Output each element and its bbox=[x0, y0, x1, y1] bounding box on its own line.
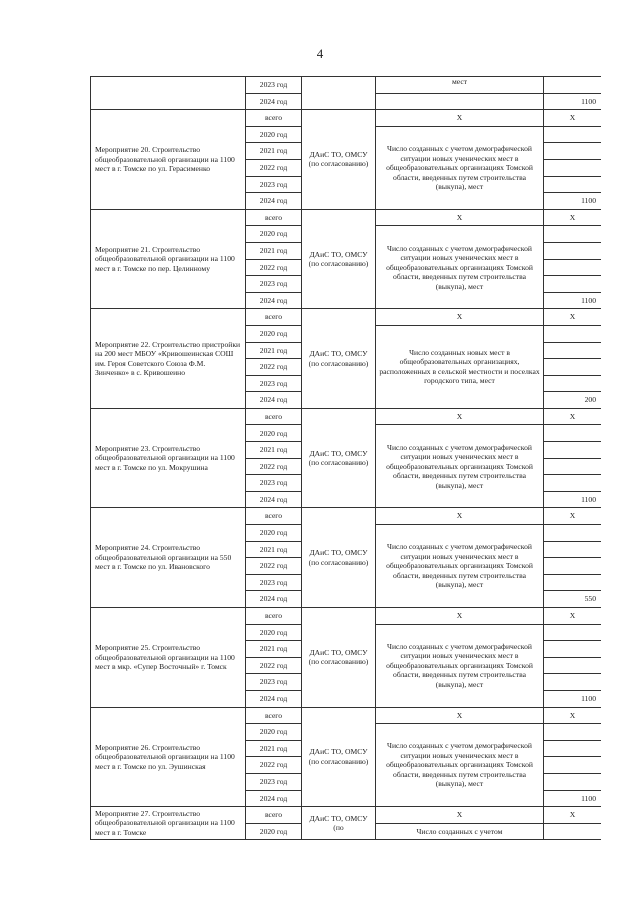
value-cell bbox=[544, 641, 602, 658]
year-cell: 2024 год bbox=[246, 491, 302, 508]
table-row bbox=[91, 807, 602, 824]
indicator-cell: Число созданных новых мест в общеобразовательных организациях, расположенных в сельской местности и поселках городского типа, мест bbox=[376, 325, 544, 408]
value-cell: 1100 bbox=[544, 292, 602, 309]
year-cell: 2022 год bbox=[246, 458, 302, 475]
total-label-cell: всего bbox=[246, 110, 302, 127]
total-x-cell: Х bbox=[544, 508, 602, 525]
year-cell: 2020 год bbox=[246, 525, 302, 542]
total-x-cell: Х bbox=[376, 309, 544, 326]
year-cell: 2023 год bbox=[246, 674, 302, 691]
year-cell: 2024 год bbox=[246, 790, 302, 807]
value-cell bbox=[544, 458, 602, 475]
event-title-cell: Мероприятие 26. Строительство общеобразовательной организации на 1100 мест в г. Томске по ул. Эушинская bbox=[91, 707, 246, 807]
value-cell bbox=[544, 159, 602, 176]
value-cell bbox=[544, 558, 602, 575]
value-cell: 1100 bbox=[544, 690, 602, 707]
indicator-cell-empty bbox=[376, 93, 544, 110]
value-cell bbox=[544, 624, 602, 641]
event-title-cell: Мероприятие 23. Строительство общеобразовательной организации на 1100 мест в г. Томске по ул. Мокрушина bbox=[91, 408, 246, 508]
year-cell: 2021 год bbox=[246, 442, 302, 459]
value-cell bbox=[544, 773, 602, 790]
executor-cell: ДАиС ТО, ОМСУ (по согласованию) bbox=[302, 408, 376, 508]
indicator-cell: Число созданных с учетом демографической ситуации новых ученических мест в общеобразовательных организациях Томской области, введенных путем строительства (выкупа), мест bbox=[376, 624, 544, 707]
value-cell bbox=[544, 657, 602, 674]
year-cell: 2024 год bbox=[246, 193, 302, 210]
value-cell bbox=[544, 359, 602, 376]
measures-table bbox=[90, 76, 601, 840]
value-cell bbox=[544, 574, 602, 591]
table-row bbox=[91, 608, 602, 625]
event-title-cell: Мероприятие 24. Строительство общеобразовательной организации на 550 мест в г. Томске по ул. Ивановского bbox=[91, 508, 246, 608]
year-cell: 2021 год bbox=[246, 342, 302, 359]
indicator-cell: Число созданных с учетом демографической ситуации новых ученических мест в общеобразовательных организациях Томской области, введенных путем строительства (выкупа), мест bbox=[376, 226, 544, 309]
value-cell bbox=[544, 226, 602, 243]
value-cell bbox=[544, 176, 602, 193]
value-cell bbox=[544, 757, 602, 774]
total-x-cell: Х bbox=[376, 209, 544, 226]
value-cell: 1100 bbox=[544, 93, 602, 110]
total-x-cell: Х bbox=[376, 408, 544, 425]
value-cell bbox=[544, 823, 602, 840]
year-cell: 2024 год bbox=[246, 292, 302, 309]
value-cell bbox=[544, 77, 602, 94]
year-cell: 2020 год bbox=[246, 325, 302, 342]
total-label-cell: всего bbox=[246, 707, 302, 724]
year-cell: 2024 год bbox=[246, 690, 302, 707]
value-cell bbox=[544, 541, 602, 558]
year-cell: 2020 год bbox=[246, 425, 302, 442]
total-x-cell: Х bbox=[376, 110, 544, 127]
total-label-cell: всего bbox=[246, 309, 302, 326]
year-cell: 2020 год bbox=[246, 226, 302, 243]
total-x-cell: Х bbox=[544, 309, 602, 326]
value-cell bbox=[544, 425, 602, 442]
executor-cell: ДАиС ТО, ОМСУ (по bbox=[302, 807, 376, 840]
indicator-cell: Число созданных с учетом bbox=[376, 823, 544, 840]
value-cell: 1100 bbox=[544, 491, 602, 508]
value-cell bbox=[544, 342, 602, 359]
table-row bbox=[91, 209, 602, 226]
executor-cell: ДАиС ТО, ОМСУ (по согласованию) bbox=[302, 309, 376, 409]
executor-cell: ДАиС ТО, ОМСУ (по согласованию) bbox=[302, 608, 376, 708]
executor-cell: ДАиС ТО, ОМСУ (по согласованию) bbox=[302, 110, 376, 210]
indicator-cell: Число созданных с учетом демографической ситуации новых ученических мест в общеобразовательных организациях Томской области, введенных путем строительства (выкупа), мест bbox=[376, 425, 544, 508]
value-cell bbox=[544, 740, 602, 757]
value-cell bbox=[544, 325, 602, 342]
value-cell bbox=[544, 475, 602, 492]
year-cell: 2021 год bbox=[246, 740, 302, 757]
value-cell: 1100 bbox=[544, 193, 602, 210]
year-cell: 2024 год bbox=[246, 93, 302, 110]
table-row bbox=[91, 110, 602, 127]
value-cell: 200 bbox=[544, 392, 602, 409]
value-cell bbox=[544, 375, 602, 392]
year-cell: 2022 год bbox=[246, 558, 302, 575]
table-row bbox=[91, 408, 602, 425]
indicator-cell: мест bbox=[376, 77, 544, 94]
year-cell: 2024 год bbox=[246, 392, 302, 409]
executor-cell: ДАиС ТО, ОМСУ (по согласованию) bbox=[302, 508, 376, 608]
value-cell: 550 bbox=[544, 591, 602, 608]
total-x-cell: Х bbox=[544, 408, 602, 425]
total-x-cell: Х bbox=[544, 110, 602, 127]
year-cell: 2020 год bbox=[246, 126, 302, 143]
event-title-cell: Мероприятие 21. Строительство общеобразовательной организации на 1100 мест в г. Томске по пер. Целинному bbox=[91, 209, 246, 309]
year-cell: 2022 год bbox=[246, 757, 302, 774]
year-cell: 2021 год bbox=[246, 541, 302, 558]
executor-cell-continued bbox=[302, 77, 376, 110]
total-x-cell: Х bbox=[376, 608, 544, 625]
year-cell: 2023 год bbox=[246, 77, 302, 94]
value-cell bbox=[544, 276, 602, 293]
value-cell bbox=[544, 525, 602, 542]
year-cell: 2021 год bbox=[246, 641, 302, 658]
year-cell: 2022 год bbox=[246, 657, 302, 674]
total-x-cell: Х bbox=[376, 807, 544, 824]
year-cell: 2020 год bbox=[246, 624, 302, 641]
total-x-cell: Х bbox=[544, 608, 602, 625]
year-cell: 2023 год bbox=[246, 475, 302, 492]
table-row bbox=[91, 309, 602, 326]
indicator-cell: Число созданных с учетом демографической ситуации новых ученических мест в общеобразовательных организациях Томской области, введенных путем строительства (выкупа), мест bbox=[376, 525, 544, 608]
total-x-cell: Х bbox=[544, 807, 602, 824]
value-cell bbox=[544, 674, 602, 691]
event-title-cell: Мероприятие 27. Строительство общеобразовательной организации на 1100 мест в г. Томске bbox=[91, 807, 246, 840]
value-cell bbox=[544, 242, 602, 259]
year-cell: 2024 год bbox=[246, 591, 302, 608]
total-x-cell: Х bbox=[376, 508, 544, 525]
table-row bbox=[91, 707, 602, 724]
event-title-cell: Мероприятие 25. Строительство общеобразовательной организации на 1100 мест в мкр. «Супер Восточный» г. Томск bbox=[91, 608, 246, 708]
year-cell: 2020 год bbox=[246, 823, 302, 840]
total-label-cell: всего bbox=[246, 408, 302, 425]
executor-cell: ДАиС ТО, ОМСУ (по согласованию) bbox=[302, 209, 376, 309]
total-x-cell: Х bbox=[544, 707, 602, 724]
indicator-cell: Число созданных с учетом демографической ситуации новых ученических мест в общеобразовательных организациях Томской области, введенных путем строительства (выкупа), мест bbox=[376, 126, 544, 209]
year-cell: 2023 год bbox=[246, 574, 302, 591]
value-cell bbox=[544, 442, 602, 459]
event-title-cell: Мероприятие 20. Строительство общеобразовательной организации на 1100 мест в г. Томске по ул. Герасименко bbox=[91, 110, 246, 210]
value-cell: 1100 bbox=[544, 790, 602, 807]
table-row bbox=[91, 508, 602, 525]
event-cell-continued bbox=[91, 77, 246, 110]
year-cell: 2021 год bbox=[246, 143, 302, 160]
measures-table-frame bbox=[90, 76, 601, 844]
total-label-cell: всего bbox=[246, 807, 302, 824]
year-cell: 2021 год bbox=[246, 242, 302, 259]
value-cell bbox=[544, 126, 602, 143]
value-cell bbox=[544, 259, 602, 276]
year-cell: 2022 год bbox=[246, 159, 302, 176]
year-cell: 2023 год bbox=[246, 176, 302, 193]
year-cell: 2020 год bbox=[246, 724, 302, 741]
table-body bbox=[91, 77, 602, 840]
table-row bbox=[91, 77, 602, 94]
year-cell: 2023 год bbox=[246, 773, 302, 790]
executor-cell: ДАиС ТО, ОМСУ (по согласованию) bbox=[302, 707, 376, 807]
year-cell: 2022 год bbox=[246, 359, 302, 376]
value-cell bbox=[544, 143, 602, 160]
page-number: 4 bbox=[316, 46, 324, 61]
total-label-cell: всего bbox=[246, 508, 302, 525]
year-cell: 2022 год bbox=[246, 259, 302, 276]
total-x-cell: Х bbox=[376, 707, 544, 724]
total-label-cell: всего bbox=[246, 209, 302, 226]
total-label-cell: всего bbox=[246, 608, 302, 625]
year-cell: 2023 год bbox=[246, 276, 302, 293]
indicator-cell: Число созданных с учетом демографической ситуации новых ученических мест в общеобразовательных организациях Томской области, введенных путем строительства (выкупа), мест bbox=[376, 724, 544, 807]
value-cell bbox=[544, 724, 602, 741]
year-cell: 2023 год bbox=[246, 375, 302, 392]
event-title-cell: Мероприятие 22. Строительство пристройки на 200 мест МБОУ «Кривошеинская СОШ им. Героя Советского Союза Ф.М. Зинченко» в с. Кривошеино bbox=[91, 309, 246, 409]
total-x-cell: Х bbox=[544, 209, 602, 226]
